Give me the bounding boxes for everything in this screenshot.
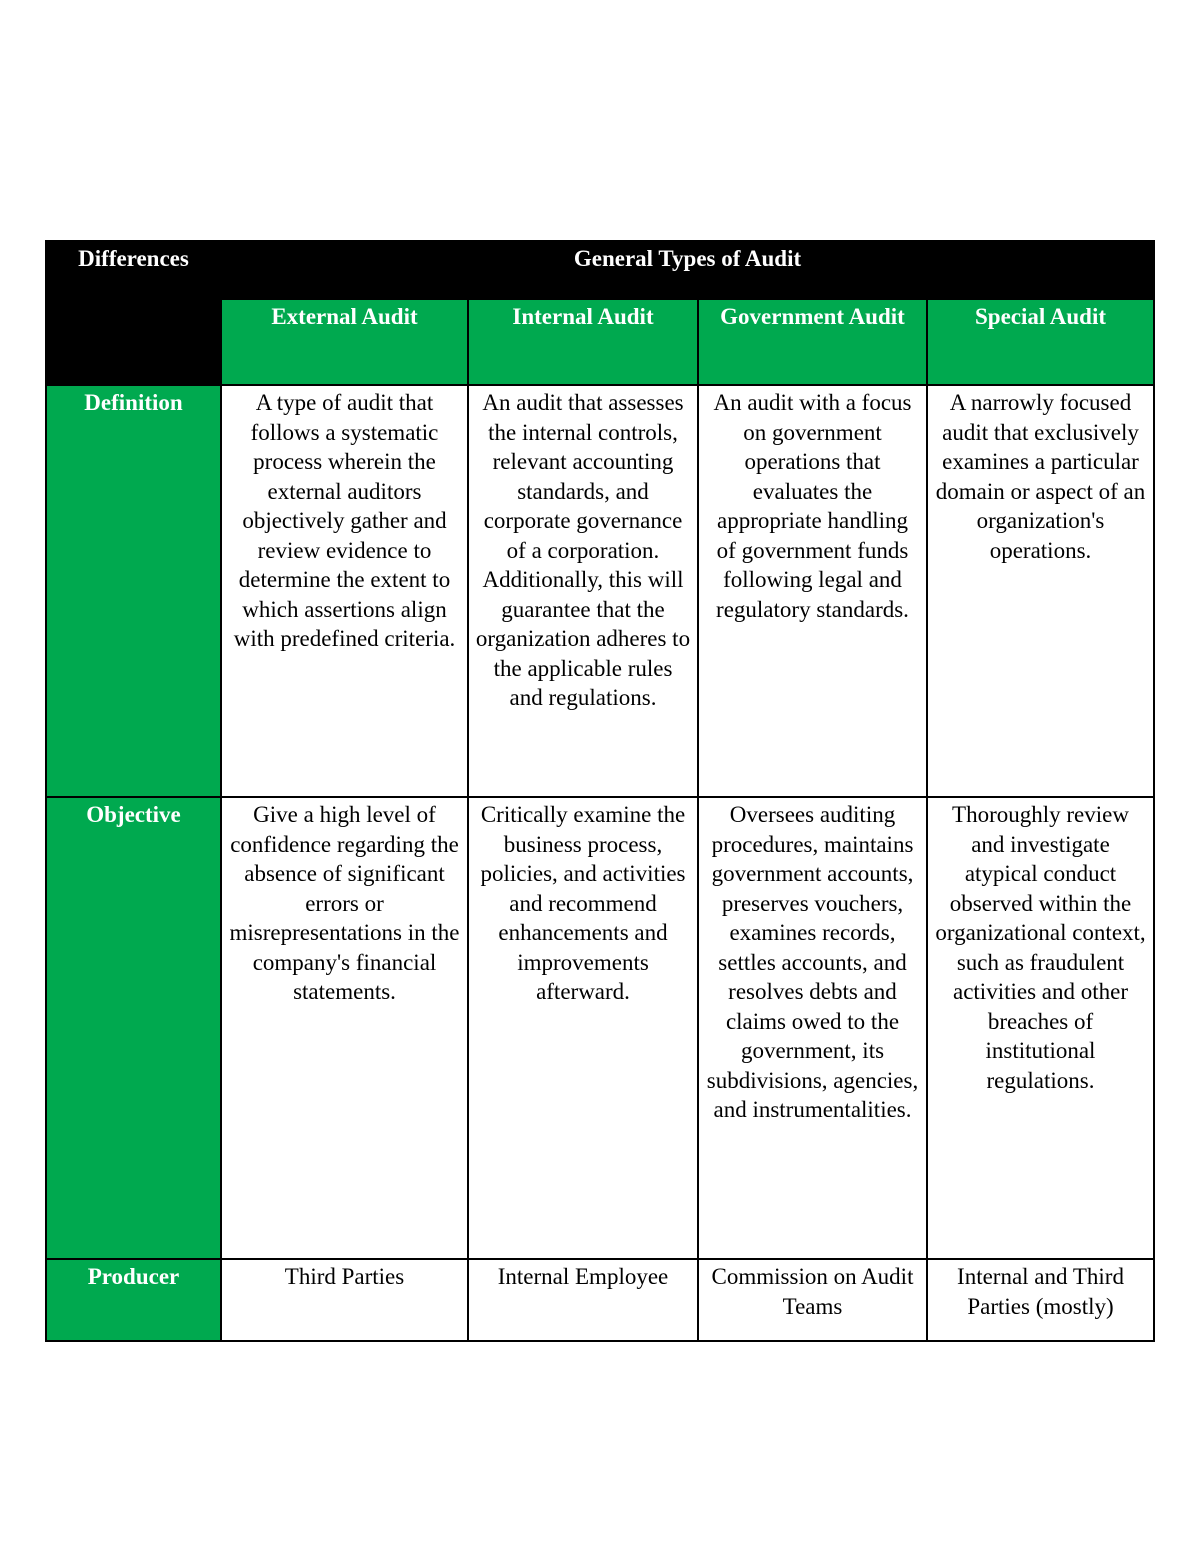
- differences-header: Differences: [46, 241, 221, 385]
- row-header-producer: Producer: [46, 1259, 221, 1341]
- table-title: General Types of Audit: [221, 241, 1154, 299]
- cell-producer-external: Third Parties: [221, 1259, 468, 1341]
- cell-producer-internal: Internal Employee: [468, 1259, 698, 1341]
- column-header-government-audit: Government Audit: [698, 299, 927, 385]
- cell-producer-special: Internal and Third Parties (mostly): [927, 1259, 1154, 1341]
- column-header-special-audit: Special Audit: [927, 299, 1154, 385]
- table-row-definition: [46, 385, 1154, 797]
- audit-types-table: [45, 240, 1155, 1342]
- cell-producer-government: Commission on Audit Teams: [698, 1259, 927, 1341]
- cell-objective-special: Thoroughly review and investigate atypical conduct observed within the organizational context, such as fraudulent activities and other breaches of institutional regulations.: [927, 797, 1154, 1259]
- cell-definition-special: A narrowly focused audit that exclusively examines a particular domain or aspect of an organization's operations.: [927, 385, 1154, 797]
- column-header-internal-audit: Internal Audit: [468, 299, 698, 385]
- table-row-objective: [46, 797, 1154, 1259]
- row-header-definition: Definition: [46, 385, 221, 797]
- cell-objective-external: Give a high level of confidence regarding the absence of significant errors or misrepresentations in the company's financial statements.: [221, 797, 468, 1259]
- cell-definition-external: A type of audit that follows a systematic process wherein the external auditors objectively gather and review evidence to determine the extent to which assertions align with predefined criteria.: [221, 385, 468, 797]
- cell-definition-government: An audit with a focus on government operations that evaluates the appropriate handling of government funds following legal and regulatory standards.: [698, 385, 927, 797]
- cell-objective-government: Oversees auditing procedures, maintains government accounts, preserves vouchers, examines records, settles accounts, and resolves debts and claims owed to the government, its subdivisions, agencies, and instrumentalities.: [698, 797, 927, 1259]
- cell-objective-internal: Critically examine the business process, policies, and activities and recommend enhancements and improvements afterward.: [468, 797, 698, 1259]
- column-header-external-audit: External Audit: [221, 299, 468, 385]
- table-row-producer: [46, 1259, 1154, 1341]
- row-header-objective: Objective: [46, 797, 221, 1259]
- cell-definition-internal: An audit that assesses the internal controls, relevant accounting standards, and corporate governance of a corporation. Additionally, this will guarantee that the organization adheres to the applicable rules and regulations.: [468, 385, 698, 797]
